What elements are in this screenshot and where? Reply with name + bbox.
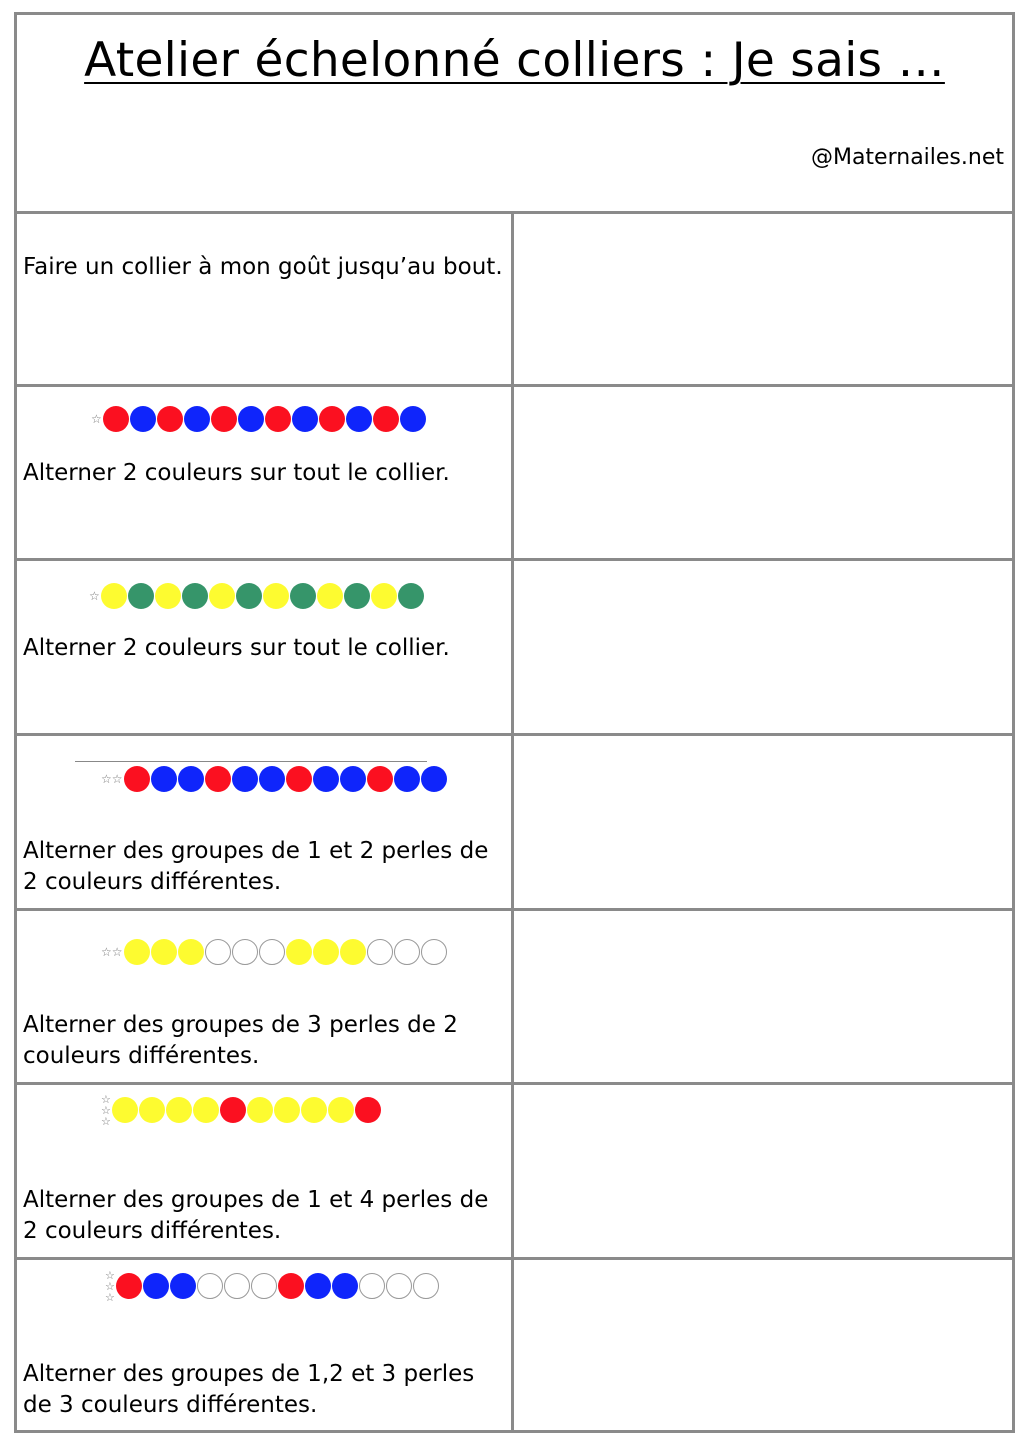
difficulty-stars <box>101 945 123 959</box>
skill-description: Alterner 2 couleurs sur tout le collier. <box>23 460 450 486</box>
bead-empty <box>224 1273 250 1299</box>
bead-blue <box>346 406 372 432</box>
necklace-pattern <box>91 404 427 434</box>
bead-yellow <box>124 939 150 965</box>
necklace-pattern <box>105 1268 440 1304</box>
bead-blue <box>332 1273 358 1299</box>
star-icon: ☆ <box>101 1103 111 1117</box>
validation-cell <box>514 736 1012 908</box>
bead-blue <box>143 1273 169 1299</box>
bead-yellow <box>101 583 127 609</box>
bead-blue <box>178 766 204 792</box>
bead-blue <box>400 406 426 432</box>
star-icon: ☆ <box>105 1268 115 1282</box>
table-row <box>17 1259 1012 1430</box>
table-row <box>17 1085 1012 1260</box>
necklace-pattern <box>101 937 448 967</box>
bead-red <box>157 406 183 432</box>
bead-yellow <box>112 1097 138 1123</box>
bead-yellow <box>151 939 177 965</box>
table-row <box>17 561 1012 736</box>
bead-red <box>286 766 312 792</box>
validation-cell <box>514 1085 1012 1257</box>
bead-blue <box>421 766 447 792</box>
bead-green <box>236 583 262 609</box>
skill-cell <box>17 1259 514 1430</box>
validation-cell <box>514 1259 1012 1430</box>
difficulty-stars <box>101 1094 111 1127</box>
bead-empty <box>232 939 258 965</box>
bead-blue <box>394 766 420 792</box>
bead-empty <box>386 1273 412 1299</box>
bead-blue <box>238 406 264 432</box>
bead-blue <box>292 406 318 432</box>
bead-yellow <box>317 583 343 609</box>
bead-red <box>278 1273 304 1299</box>
skill-cell <box>17 1085 514 1257</box>
bead-yellow <box>193 1097 219 1123</box>
bead-yellow <box>301 1097 327 1123</box>
bead-red <box>124 766 150 792</box>
validation-cell <box>514 212 1012 384</box>
bead-yellow <box>155 583 181 609</box>
star-icon: ☆ <box>101 772 112 786</box>
star-icon: ☆ <box>101 945 112 959</box>
bead-empty <box>359 1273 385 1299</box>
skill-cell <box>17 561 514 733</box>
star-icon: ☆ <box>111 945 123 959</box>
skill-description: Alterner des groupes de 1 et 2 perles de 2 couleurs différentes. <box>23 838 489 895</box>
bead-blue <box>305 1273 331 1299</box>
credit-text: @Maternailes.net <box>810 145 1004 170</box>
star-icon: ☆ <box>101 1114 111 1128</box>
bead-blue <box>130 406 156 432</box>
bead-empty <box>367 939 393 965</box>
star-icon: ☆ <box>111 772 123 786</box>
bead-yellow <box>247 1097 273 1123</box>
bead-yellow <box>166 1097 192 1123</box>
bead-red <box>103 406 129 432</box>
necklace-pattern <box>101 764 448 794</box>
skill-description: Alterner 2 couleurs sur tout le collier. <box>23 635 450 661</box>
bead-red <box>265 406 291 432</box>
skill-description: Faire un collier à mon goût jusqu’au bout. <box>23 254 503 280</box>
star-icon: ☆ <box>105 1290 115 1304</box>
bead-empty <box>394 939 420 965</box>
bead-blue <box>313 766 339 792</box>
skill-cell <box>17 910 514 1082</box>
bead-red <box>373 406 399 432</box>
bead-red <box>367 766 393 792</box>
bead-green <box>182 583 208 609</box>
bead-empty <box>413 1273 439 1299</box>
bead-green <box>290 583 316 609</box>
bead-blue <box>151 766 177 792</box>
bead-yellow <box>286 939 312 965</box>
validation-cell <box>514 910 1012 1082</box>
bead-green <box>344 583 370 609</box>
table-row <box>17 386 1012 561</box>
necklace-pattern <box>101 1092 382 1128</box>
bead-red <box>211 406 237 432</box>
skill-cell <box>17 386 514 558</box>
star-icon: ☆ <box>89 589 100 603</box>
bead-yellow <box>371 583 397 609</box>
bead-empty <box>421 939 447 965</box>
bead-blue <box>259 766 285 792</box>
bead-yellow <box>209 583 235 609</box>
bead-red <box>205 766 231 792</box>
bead-red <box>116 1273 142 1299</box>
table-row <box>17 736 1012 911</box>
skill-cell <box>17 736 514 908</box>
bead-yellow <box>328 1097 354 1123</box>
bead-red <box>355 1097 381 1123</box>
header-cell <box>17 15 1012 214</box>
bead-yellow <box>340 939 366 965</box>
difficulty-stars <box>101 772 123 786</box>
star-icon: ☆ <box>101 1092 111 1106</box>
bead-red <box>319 406 345 432</box>
necklace-pattern <box>89 581 425 611</box>
bead-yellow <box>139 1097 165 1123</box>
bead-yellow <box>178 939 204 965</box>
worksheet-table <box>14 12 1015 1433</box>
star-icon: ☆ <box>105 1279 115 1293</box>
table-row <box>17 910 1012 1085</box>
bead-yellow <box>274 1097 300 1123</box>
bead-green <box>128 583 154 609</box>
bead-empty <box>205 939 231 965</box>
star-icon: ☆ <box>91 412 102 426</box>
validation-cell <box>514 386 1012 558</box>
skill-cell <box>17 212 514 384</box>
bead-green <box>398 583 424 609</box>
difficulty-stars <box>89 589 100 603</box>
bead-blue <box>232 766 258 792</box>
bead-empty <box>251 1273 277 1299</box>
bead-blue <box>184 406 210 432</box>
bead-empty <box>259 939 285 965</box>
table-row <box>17 212 1012 387</box>
skill-description: Alterner des groupes de 1 et 4 perles de 2 couleurs différentes. <box>23 1187 489 1244</box>
bead-red <box>220 1097 246 1123</box>
skill-description: Alterner des groupes de 1,2 et 3 perles de 3 couleurs différentes. <box>23 1361 475 1418</box>
validation-cell <box>514 561 1012 733</box>
page-title: Atelier échelonné colliers : Je sais … <box>84 33 945 88</box>
bead-yellow <box>313 939 339 965</box>
string-line <box>75 761 427 762</box>
bead-blue <box>340 766 366 792</box>
difficulty-stars <box>91 412 102 426</box>
difficulty-stars <box>105 1270 115 1303</box>
skill-description: Alterner des groupes de 3 perles de 2 couleurs différentes. <box>23 1012 458 1069</box>
bead-yellow <box>263 583 289 609</box>
bead-blue <box>170 1273 196 1299</box>
bead-empty <box>197 1273 223 1299</box>
